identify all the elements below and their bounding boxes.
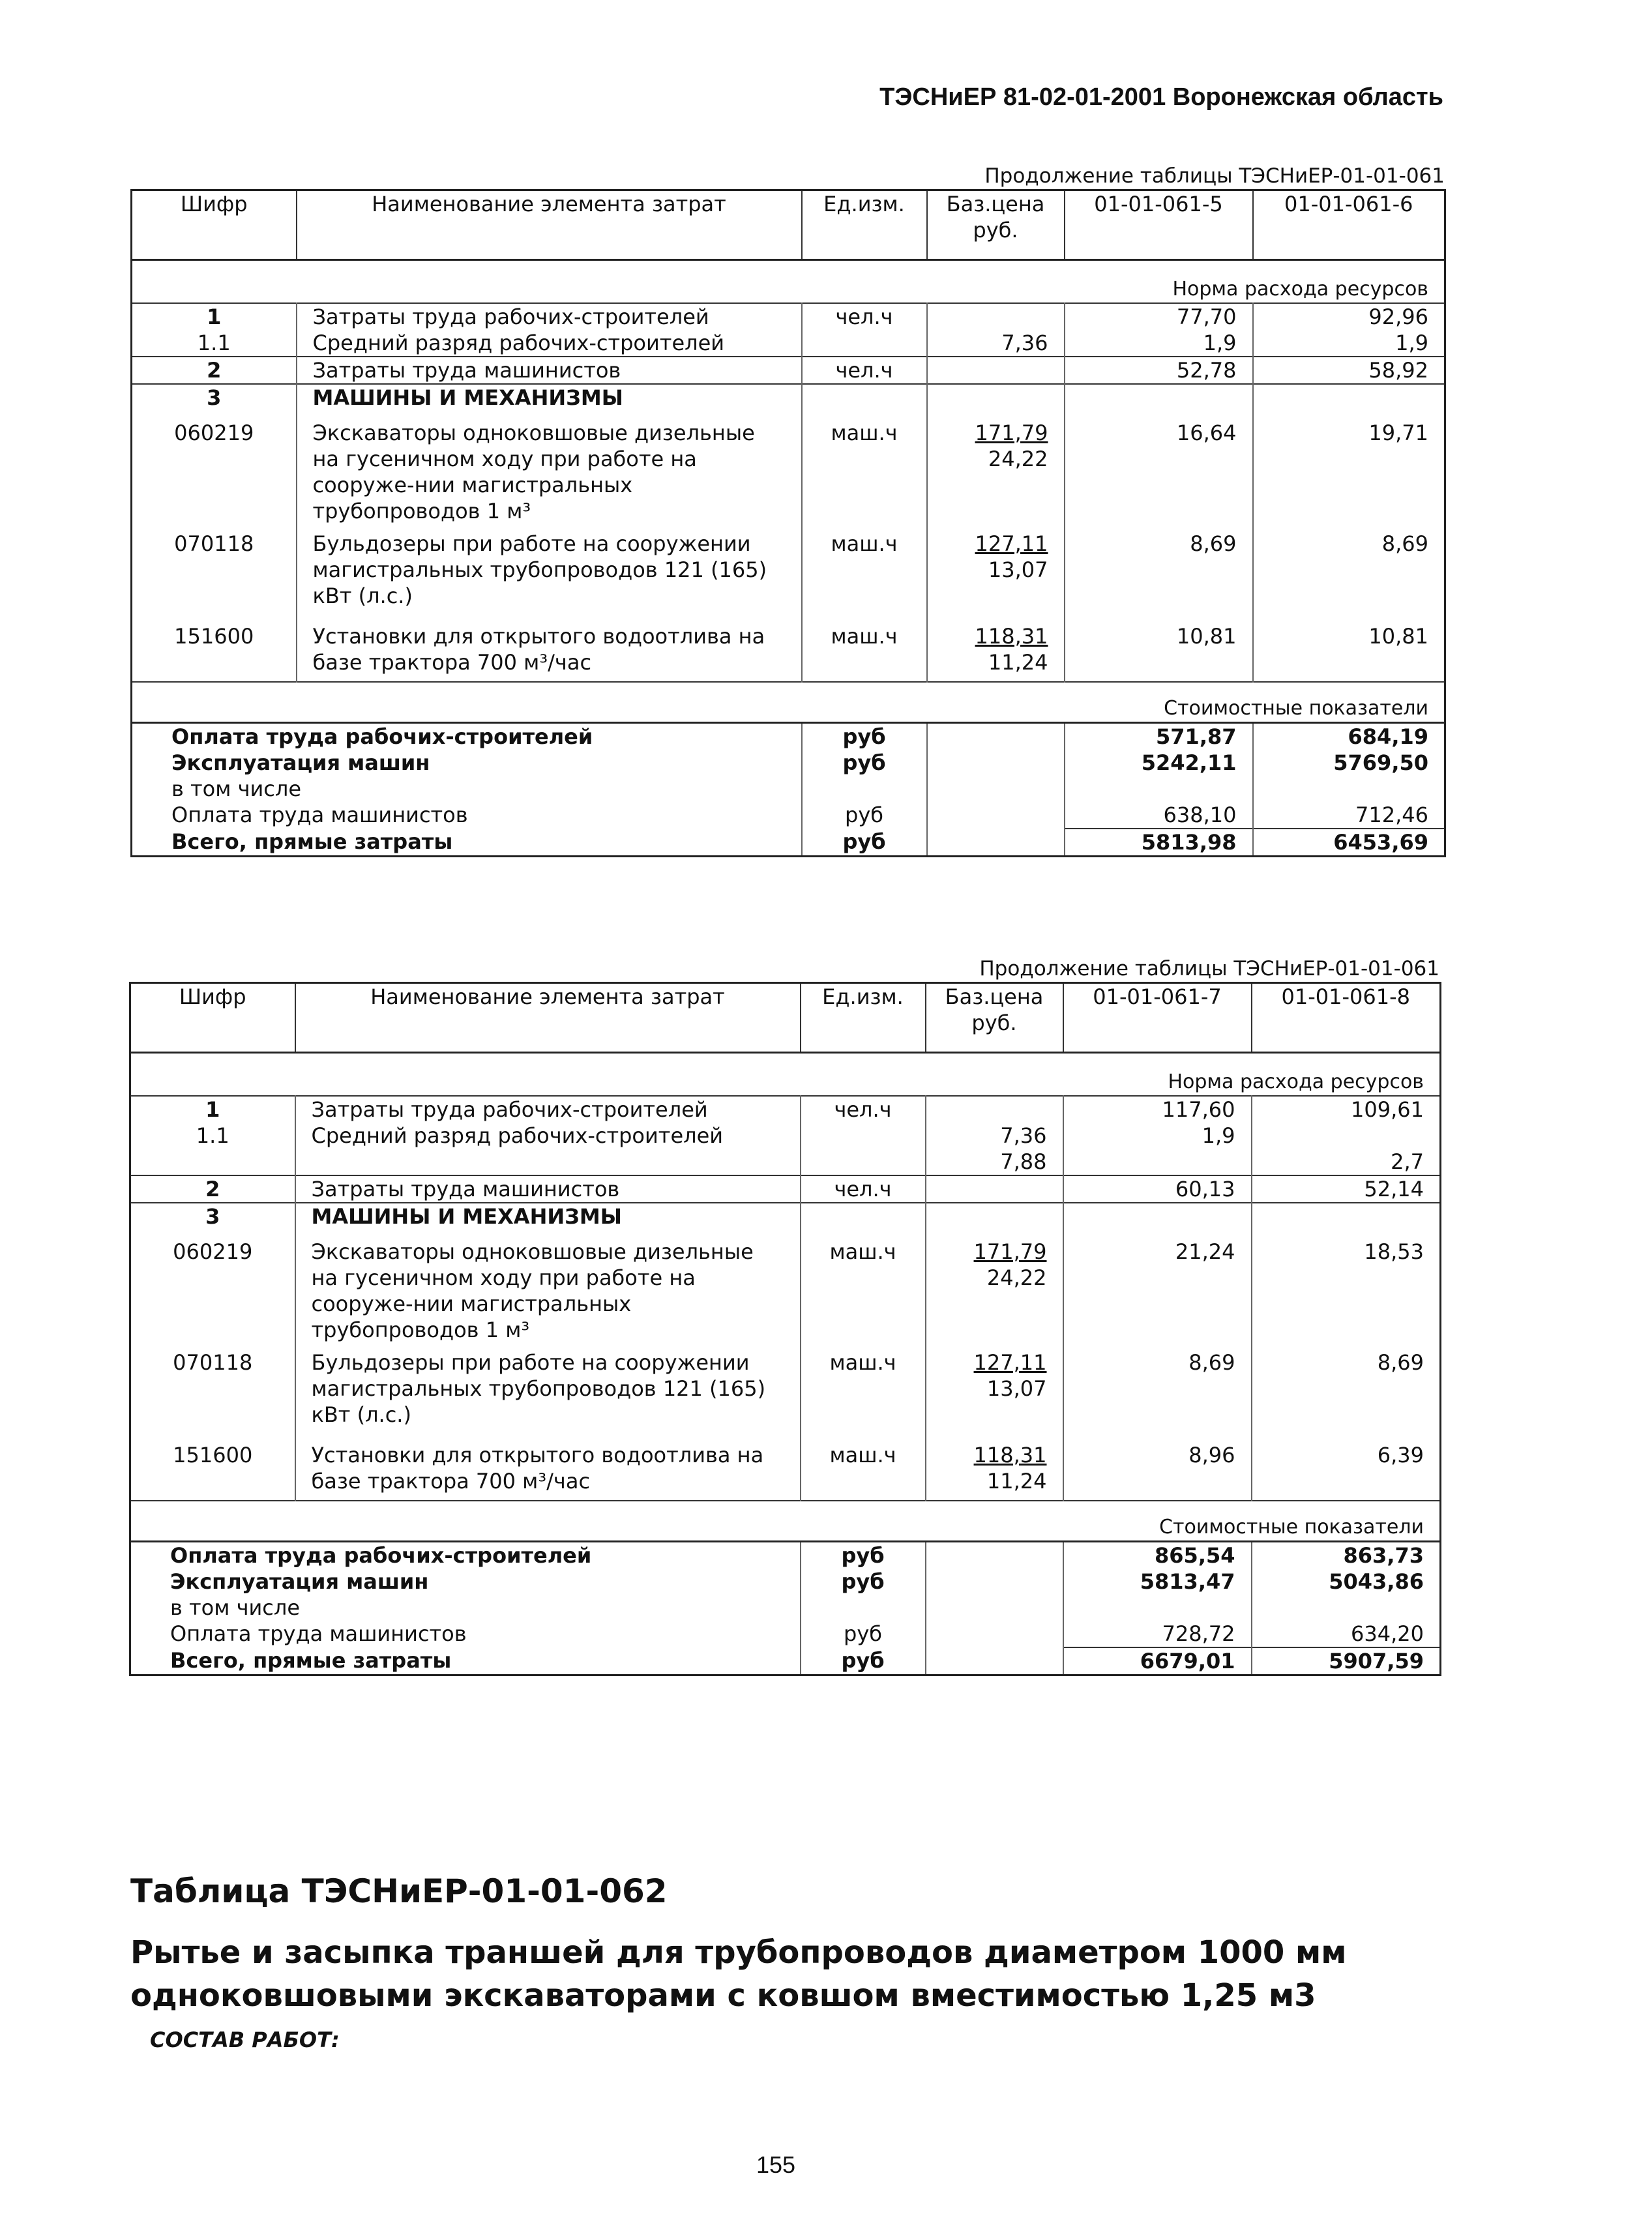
summary-name: Оплата труда машинистов	[132, 802, 802, 829]
row-price: 7,88	[926, 1149, 1063, 1175]
row-price: 127,11	[973, 1350, 1047, 1375]
row-name: Установки для открытого водоотлива на базе трактора 700 м³/час	[295, 1442, 801, 1501]
row-value-a: 8,96	[1063, 1442, 1252, 1501]
col-header-name: Наименование элемента затрат	[295, 983, 801, 1053]
summary-row	[132, 829, 1445, 857]
summary-name: в том числе	[132, 776, 802, 802]
summary-unit: руб	[801, 1647, 926, 1675]
row-name: Затраты труда машинистов	[297, 357, 802, 384]
summary-unit: руб	[801, 1621, 926, 1647]
col-header-norm-a: 01-01-061-7	[1063, 983, 1252, 1053]
col-header-code: Шифр	[130, 983, 295, 1053]
summary-value-a: 5242,11	[1065, 750, 1253, 776]
row-name	[295, 1149, 801, 1175]
summary-name: Оплата труда рабочих-строителей	[130, 1542, 801, 1569]
row-price-salary: 11,24	[986, 1469, 1047, 1494]
row-value-b: 6,39	[1377, 1443, 1424, 1467]
document-header: ТЭСНиЕР 81-02-01-2001 Воронежская область	[879, 83, 1443, 111]
row-code: 070118	[130, 1349, 295, 1442]
row-unit: маш.ч	[802, 623, 927, 682]
row-name: Установки для открытого водоотлива на базе трактора 700 м³/час	[297, 623, 802, 682]
summary-name: Оплата труда рабочих-строителей	[132, 723, 802, 750]
summary-value-a: 638,10	[1065, 802, 1253, 829]
resource-table-2	[129, 982, 1441, 1676]
summary-value-a: 571,87	[1065, 723, 1253, 750]
summary-unit: руб	[801, 1542, 926, 1569]
row-name: Бульдозеры при работе на сооружении магистральных трубопроводов 121 (165) кВт (л.с.)	[297, 531, 802, 623]
row-unit: чел.ч	[801, 1175, 926, 1203]
summary-unit: руб	[802, 750, 927, 776]
table-row	[132, 330, 1445, 357]
summary-row	[132, 802, 1445, 829]
section-cost-label: Стоимостные показатели	[1164, 697, 1428, 720]
row-price-salary: 13,07	[988, 557, 1048, 582]
row-code: 3	[132, 384, 297, 411]
table-header-row	[132, 190, 1445, 260]
row-value-b: 8,69	[1381, 531, 1428, 556]
col-header-unit: Ед.изм.	[802, 190, 927, 260]
row-price: 118,31	[975, 624, 1048, 649]
row-code: 151600	[130, 1442, 295, 1501]
row-unit: маш.ч	[802, 531, 927, 623]
row-price-salary: 11,24	[988, 650, 1048, 675]
section-cost-row	[132, 682, 1445, 723]
row-unit	[801, 1123, 926, 1149]
row-name: МАШИНЫ И МЕХАНИЗМЫ	[297, 384, 802, 411]
table-header-row	[130, 983, 1441, 1053]
row-value-a: 52,78	[1065, 357, 1253, 384]
summary-row	[130, 1647, 1441, 1675]
row-code: 060219	[132, 411, 297, 531]
row-unit	[802, 330, 927, 357]
row-price-salary: 13,07	[986, 1376, 1047, 1401]
section-title-line: Рытье и засыпка траншей для трубопроводов диаметром 1000 мм	[130, 1934, 1347, 1971]
row-price: 171,79	[973, 1239, 1047, 1264]
row-value-a: 77,70	[1065, 303, 1253, 330]
col-header-code: Шифр	[132, 190, 297, 260]
section-norm-label: Норма расхода ресурсов	[1168, 1070, 1424, 1093]
summary-unit: руб	[802, 723, 927, 750]
row-value-b: 58,92	[1368, 358, 1428, 383]
row-price: 127,11	[975, 531, 1048, 556]
table-row	[130, 1096, 1441, 1123]
summary-value-b: 684,19	[1348, 724, 1428, 749]
row-code: 2	[130, 1175, 295, 1203]
summary-value-a: 5813,98	[1065, 829, 1253, 857]
table-title: Таблица ТЭСНиЕР-01-01-062	[130, 1872, 668, 1910]
section-norm-label: Норма расхода ресурсов	[1172, 278, 1428, 301]
row-name: Бульдозеры при работе на сооружении магистральных трубопроводов 121 (165) кВт (л.с.)	[295, 1349, 801, 1442]
row-unit: маш.ч	[801, 1349, 926, 1442]
summary-name: Оплата труда машинистов	[130, 1621, 801, 1647]
row-value-a: 60,13	[1063, 1175, 1252, 1203]
col-header-norm-a: 01-01-061-5	[1065, 190, 1253, 260]
row-name: Средний разряд рабочих-строителей	[297, 330, 802, 357]
summary-value-a: 728,72	[1063, 1621, 1252, 1647]
row-value-b: 92,96	[1368, 304, 1428, 329]
summary-row	[130, 1595, 1441, 1621]
row-value-b: 19,71	[1368, 420, 1428, 445]
summary-row	[132, 750, 1445, 776]
summary-value-b: 5907,59	[1252, 1647, 1441, 1675]
col-header-norm-b: 01-01-061-8	[1281, 984, 1410, 1009]
row-unit	[801, 1149, 926, 1175]
row-price: 7,36	[927, 330, 1065, 357]
row-value-a	[1063, 1149, 1252, 1175]
section-norm-row	[132, 260, 1445, 304]
col-header-name: Наименование элемента затрат	[297, 190, 802, 260]
summary-value-a: 5813,47	[1063, 1569, 1252, 1595]
row-price: 171,79	[975, 420, 1048, 445]
section-title-line: одноковшовыми экскаваторами с ковшом вместимостью 1,25 м3	[130, 1977, 1316, 2014]
row-name: Средний разряд рабочих-строителей	[295, 1123, 801, 1149]
col-header-norm-b: 01-01-061-6	[1284, 192, 1413, 216]
table-continuation-label: Продолжение таблицы ТЭСНиЕР-01-01-061	[984, 164, 1445, 188]
row-price	[926, 1175, 1063, 1203]
table-row	[132, 411, 1445, 531]
row-value-b: 2,7	[1391, 1149, 1424, 1174]
row-code: 1.1	[132, 330, 297, 357]
summary-value-b: 5043,86	[1329, 1569, 1424, 1594]
work-composition-label: СОСТАВ РАБОТ:	[150, 2027, 340, 2052]
row-code: 1	[132, 303, 297, 330]
row-name: Затраты труда рабочих-строителей	[295, 1096, 801, 1123]
row-price-salary: 24,22	[986, 1265, 1047, 1290]
row-code: 1	[130, 1096, 295, 1123]
row-value-a: 117,60	[1063, 1096, 1252, 1123]
summary-value-b: 634,20	[1351, 1621, 1424, 1646]
row-name: Экскаваторы одноковшовые дизельные на гусеничном ходу при работе на сооруже-нии магистральных трубопроводов 1 м³	[295, 1230, 801, 1349]
table-row	[132, 623, 1445, 682]
summary-row	[130, 1621, 1441, 1647]
summary-unit: руб	[801, 1569, 926, 1595]
summary-value-a: 865,54	[1063, 1542, 1252, 1569]
row-unit: маш.ч	[802, 411, 927, 531]
summary-value-b: 5769,50	[1333, 750, 1428, 775]
row-value-a: 1,9	[1065, 330, 1253, 357]
row-price	[927, 357, 1065, 384]
table-row	[132, 357, 1445, 384]
table-continuation-label: Продолжение таблицы ТЭСНиЕР-01-01-061	[979, 957, 1439, 980]
row-name: Затраты труда машинистов	[295, 1175, 801, 1203]
row-unit: чел.ч	[802, 357, 927, 384]
row-price: 7,36	[926, 1123, 1063, 1149]
row-value-b: 52,14	[1364, 1177, 1424, 1201]
page-number: 155	[756, 2151, 796, 2178]
summary-value-a: 6679,01	[1063, 1647, 1252, 1675]
table-row	[130, 1149, 1441, 1175]
row-price	[926, 1096, 1063, 1123]
table-row	[130, 1349, 1441, 1442]
row-value-b: 10,81	[1368, 624, 1428, 649]
row-value-b: 8,69	[1377, 1350, 1424, 1375]
row-price	[927, 303, 1065, 330]
section-title	[130, 1931, 1565, 2017]
row-code: 060219	[130, 1230, 295, 1349]
row-code	[130, 1149, 295, 1175]
row-name: МАШИНЫ И МЕХАНИЗМЫ	[295, 1203, 801, 1230]
row-code: 1.1	[130, 1123, 295, 1149]
table-row	[130, 1230, 1441, 1349]
row-value-a: 8,69	[1065, 531, 1253, 623]
row-value-a: 1,9	[1063, 1123, 1252, 1149]
row-code: 151600	[132, 623, 297, 682]
summary-row	[130, 1542, 1441, 1569]
row-value-a: 10,81	[1065, 623, 1253, 682]
row-code: 3	[130, 1203, 295, 1230]
row-price-salary: 24,22	[988, 447, 1048, 471]
row-name: Экскаваторы одноковшовые дизельные на гусеничном ходу при работе на сооруже-нии магистральных трубопроводов 1 м³	[297, 411, 802, 531]
summary-unit: руб	[802, 802, 927, 829]
row-name: Затраты труда рабочих-строителей	[297, 303, 802, 330]
col-header-price: Баз.цена руб.	[926, 983, 1063, 1053]
summary-row	[132, 776, 1445, 802]
table-row	[130, 1203, 1441, 1230]
col-header-unit: Ед.изм.	[801, 983, 926, 1053]
table-row	[132, 531, 1445, 623]
table-row	[132, 384, 1445, 411]
section-cost-row	[130, 1501, 1441, 1542]
summary-row	[132, 723, 1445, 750]
summary-name: Эксплуатация машин	[130, 1569, 801, 1595]
summary-value-b: 6453,69	[1253, 829, 1445, 857]
col-header-price: Баз.цена руб.	[927, 190, 1065, 260]
section-cost-label: Стоимостные показатели	[1159, 1516, 1424, 1539]
resource-table-1	[130, 189, 1446, 857]
row-value-b: 18,53	[1364, 1239, 1424, 1264]
row-value-a: 8,69	[1063, 1349, 1252, 1442]
row-unit: чел.ч	[801, 1096, 926, 1123]
row-code: 2	[132, 357, 297, 384]
row-price: 118,31	[973, 1443, 1047, 1467]
summary-name: Всего, прямые затраты	[132, 829, 802, 857]
row-value-b: 1,9	[1395, 331, 1428, 355]
row-unit: маш.ч	[801, 1230, 926, 1349]
section-norm-row	[130, 1053, 1441, 1097]
summary-unit: руб	[802, 829, 927, 857]
table-row	[130, 1442, 1441, 1501]
row-value-a: 21,24	[1063, 1230, 1252, 1349]
row-value-b	[1252, 1123, 1441, 1149]
row-value-b: 109,61	[1351, 1097, 1424, 1122]
summary-name: Всего, прямые затраты	[130, 1647, 801, 1675]
table-row	[132, 303, 1445, 330]
table-row	[130, 1175, 1441, 1203]
summary-value-b: 712,46	[1355, 803, 1428, 827]
summary-name: Эксплуатация машин	[132, 750, 802, 776]
row-code: 070118	[132, 531, 297, 623]
row-unit: чел.ч	[802, 303, 927, 330]
row-unit: маш.ч	[801, 1442, 926, 1501]
summary-row	[130, 1569, 1441, 1595]
summary-name: в том числе	[130, 1595, 801, 1621]
summary-value-b: 863,73	[1343, 1543, 1424, 1568]
table-row	[130, 1123, 1441, 1149]
row-value-a: 16,64	[1065, 411, 1253, 531]
